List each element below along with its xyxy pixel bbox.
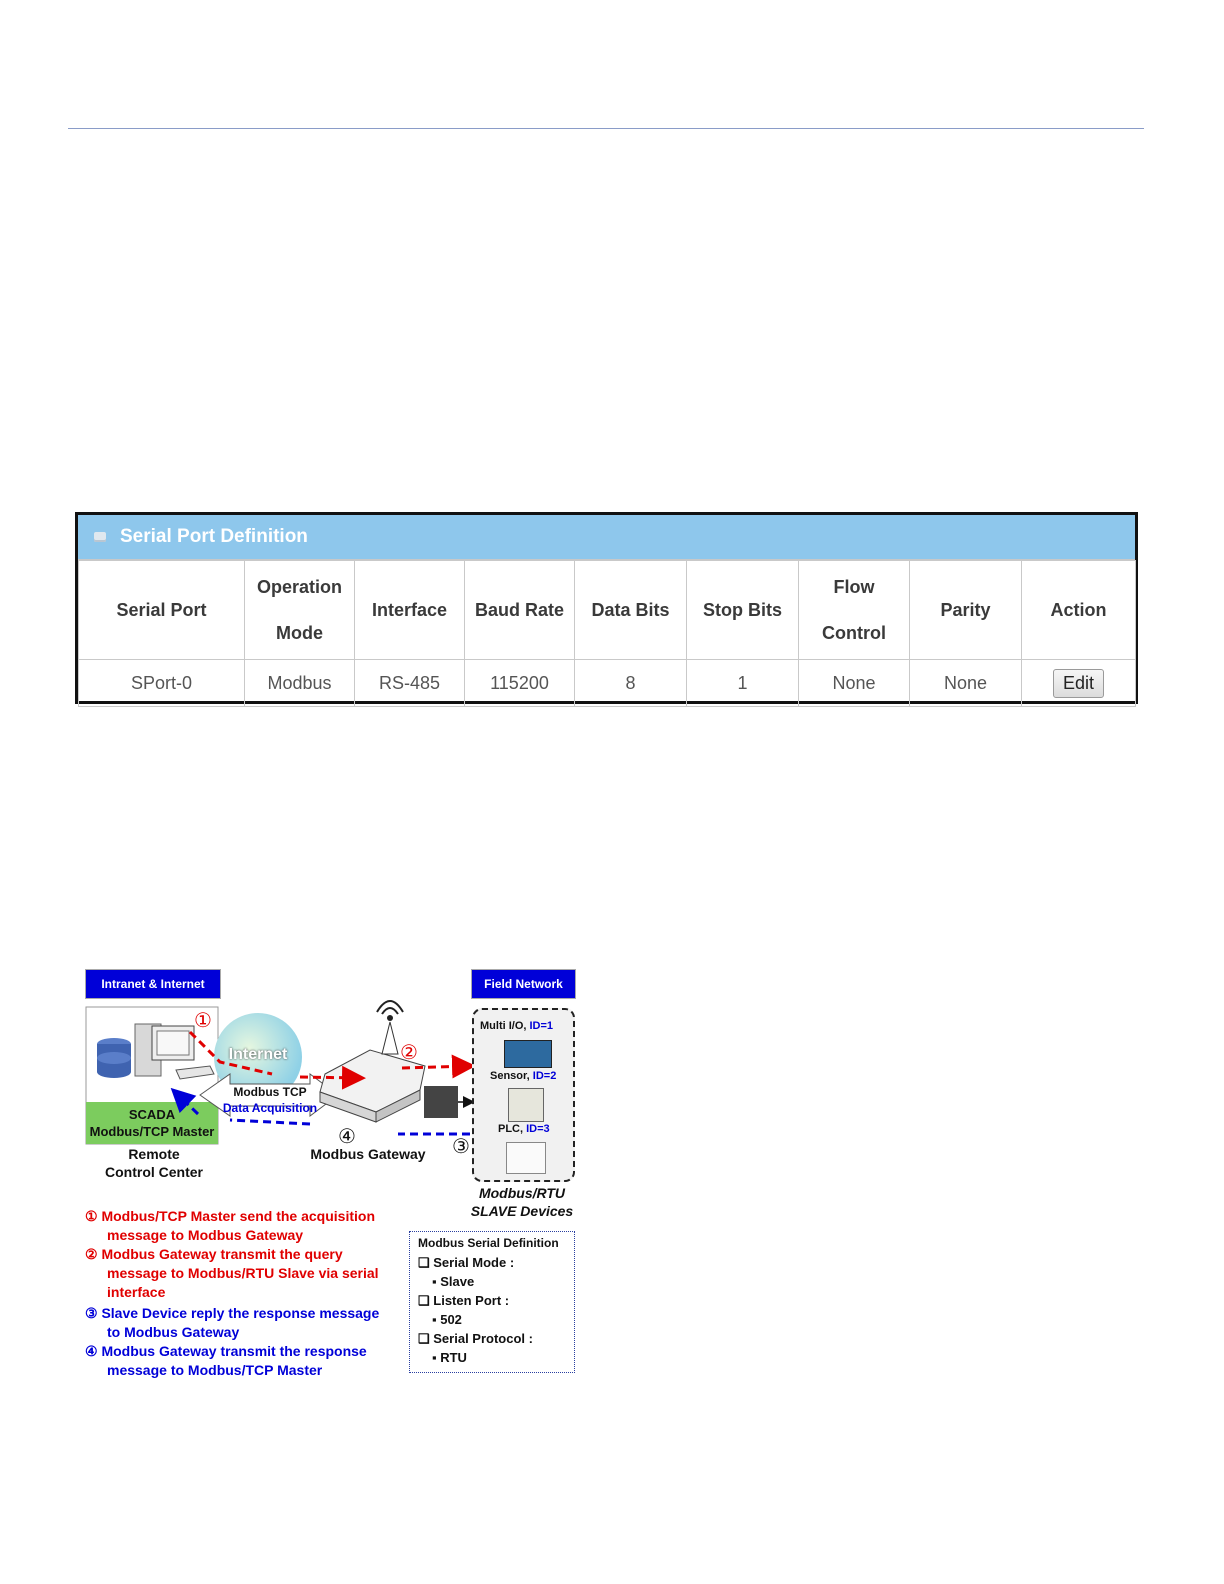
listen-port-value: ▪ 502 [432, 1312, 462, 1327]
cell-serial-port: SPort-0 [79, 660, 245, 707]
field-devices-box [472, 1008, 575, 1182]
serial-protocol-value: ▪ RTU [432, 1350, 467, 1365]
plc-icon [506, 1142, 546, 1174]
col-baud-rate: Baud Rate [465, 561, 575, 660]
intranet-internet-tag: Intranet & Internet [86, 970, 220, 998]
table-header-row [79, 561, 1136, 660]
serial-port-definition-panel [75, 512, 1138, 704]
col-parity: Parity [910, 561, 1022, 660]
step-2-marker: ② [400, 1042, 418, 1064]
col-action: Action [1022, 561, 1136, 660]
col-stop-bits: Stop Bits [687, 561, 799, 660]
step-4-text: ④ Modbus Gateway transmit the response message to Modbus/TCP Master [85, 1343, 367, 1378]
step-3-marker: ③ [452, 1136, 470, 1158]
step-2-text: ② Modbus Gateway transmit the query message to Modbus/RTU Slave via serial interface [85, 1246, 379, 1300]
header-rule [68, 128, 1144, 129]
serial-port-table [78, 560, 1136, 707]
col-interface: Interface [355, 561, 465, 660]
modbus-gateway-label: Modbus Gateway [310, 1146, 426, 1162]
col-serial-port: Serial Port [79, 561, 245, 660]
step-1-text: ① Modbus/TCP Master send the acquisition message to Modbus Gateway [85, 1208, 375, 1243]
cell-parity: None [910, 660, 1022, 707]
serial-protocol-label: ❑ Serial Protocol : [418, 1331, 533, 1346]
table-row [79, 660, 1136, 707]
modbus-gateway-diagram [80, 962, 580, 1387]
serial-mode-value: ▪ Slave [432, 1274, 475, 1289]
cell-operation-mode: Modbus [245, 660, 355, 707]
cell-stop-bits: 1 [687, 660, 799, 707]
modbus-serial-definition-box [409, 1231, 575, 1373]
col-data-bits: Data Bits [575, 561, 687, 660]
step-4-marker: ④ [338, 1126, 356, 1148]
edit-button[interactable]: Edit [1053, 669, 1104, 698]
cell-action [1022, 660, 1136, 707]
col-operation-mode: Operation Mode [245, 561, 355, 660]
device-plc: PLC, ID=3 [498, 1123, 550, 1135]
database-icon [97, 1038, 131, 1078]
panel-collapse-icon[interactable] [94, 532, 106, 542]
serial-mode-label: ❑ Serial Mode : [418, 1255, 515, 1270]
field-network-tag: Field Network [472, 970, 575, 998]
modbus-tcp-label: Modbus TCP Data Acquisition [222, 1085, 318, 1115]
panel-header [78, 515, 1135, 560]
sensor-icon [508, 1088, 544, 1122]
cell-data-bits: 8 [575, 660, 687, 707]
step-3-text: ③ Slave Device reply the response message to Modbus Gateway [85, 1305, 380, 1340]
internet-label: Internet [228, 1046, 288, 1063]
col-flow-control: Flow Control [799, 561, 910, 660]
multi-io-icon [504, 1040, 552, 1068]
remote-control-center-label: Remote Control Center [105, 1146, 203, 1180]
serial-connector-icon [424, 1086, 458, 1118]
listen-port-label: ❑ Listen Port : [418, 1293, 510, 1308]
device-sensor: Sensor, ID=2 [490, 1070, 557, 1082]
device-multi-io: Multi I/O, ID=1 [480, 1020, 554, 1032]
step-1-marker: ① [194, 1010, 212, 1032]
definition-title: Modbus Serial Definition [418, 1236, 559, 1250]
cell-interface: RS-485 [355, 660, 465, 707]
cell-flow-control: None [799, 660, 910, 707]
cell-baud-rate: 115200 [465, 660, 575, 707]
scada-label: SCADA Modbus/TCP Master [89, 1107, 215, 1139]
panel-title: Serial Port Definition [120, 526, 308, 547]
slave-devices-label: Modbus/RTU SLAVE Devices [470, 1185, 574, 1219]
